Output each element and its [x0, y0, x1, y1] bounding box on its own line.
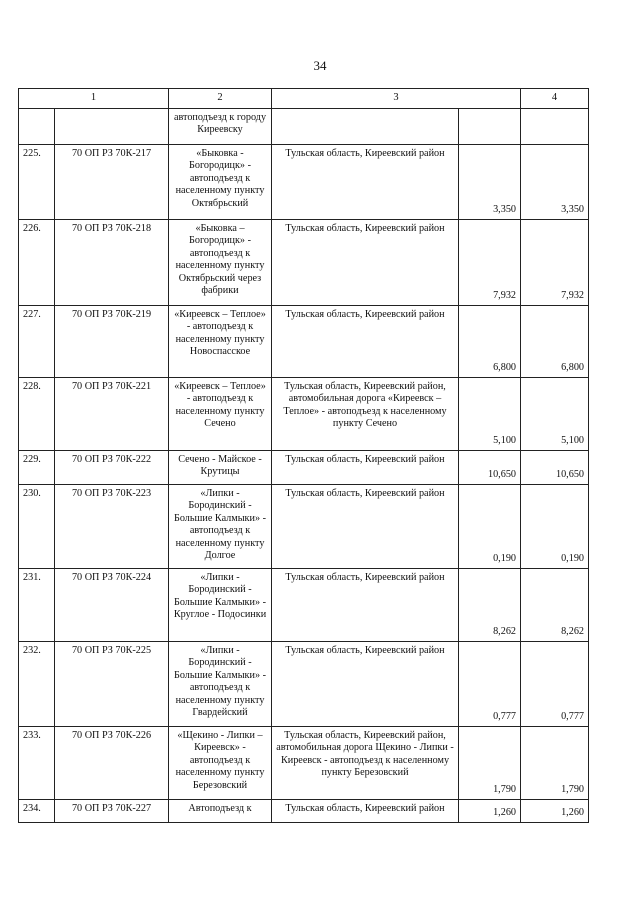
road-location: Тульская область, Киреевский район	[272, 220, 459, 306]
road-name: Автоподъезд к	[169, 800, 272, 823]
road-name: «Киреевск – Теплое» - автоподъезд к населенному пункту Новоспасское	[169, 306, 272, 378]
road-code: 70 ОП РЗ 70К-221	[55, 378, 169, 451]
table-row-continuation	[19, 109, 589, 145]
row-number: 229.	[19, 451, 55, 485]
table-row	[19, 306, 589, 378]
road-code: 70 ОП РЗ 70К-222	[55, 451, 169, 485]
road-code: 70 ОП РЗ 70К-219	[55, 306, 169, 378]
header-col-3: 3	[272, 89, 521, 109]
road-length-1: 1,260	[459, 800, 521, 823]
row-number: 227.	[19, 306, 55, 378]
row-number: 230.	[19, 485, 55, 569]
road-length-2: 10,650	[521, 451, 589, 485]
road-code: 70 ОП РЗ 70К-217	[55, 145, 169, 220]
table-row	[19, 485, 589, 569]
road-name: «Липки - Бородинский - Большие Калмыки» - автоподъезд к населенному пункту Гвардейский	[169, 642, 272, 727]
row-number: 234.	[19, 800, 55, 823]
road-length-2: 5,100	[521, 378, 589, 451]
road-location: Тульская область, Киреевский район, автомобильная дорога «Киреевск – Теплое» - автоподъезд к населенному пункту Сечено	[272, 378, 459, 451]
header-col-2: 2	[169, 89, 272, 109]
road-code: 70 ОП РЗ 70К-227	[55, 800, 169, 823]
roads-table	[18, 88, 589, 823]
road-length-1: 1,790	[459, 727, 521, 800]
road-length-1: 3,350	[459, 145, 521, 220]
road-length-1: 8,262	[459, 569, 521, 642]
road-name: Сечено - Майское - Крутицы	[169, 451, 272, 485]
road-location: Тульская область, Киреевский район, автомобильная дорога Щекино - Липки - Киреевск - автоподъезд к населенному пункту Березовский	[272, 727, 459, 800]
row-number: 228.	[19, 378, 55, 451]
header-row	[19, 89, 589, 109]
table-row	[19, 569, 589, 642]
road-length-2: 6,800	[521, 306, 589, 378]
row-number: 226.	[19, 220, 55, 306]
row-number: 233.	[19, 727, 55, 800]
road-name: «Липки - Бородинский - Большие Калмыки» - автоподъезд к населенному пункту Долгое	[169, 485, 272, 569]
page-number: 34	[313, 58, 327, 73]
road-location: Тульская область, Киреевский район	[272, 485, 459, 569]
road-length-2: 1,260	[521, 800, 589, 823]
road-length-2: 3,350	[521, 145, 589, 220]
road-length-1: 6,800	[459, 306, 521, 378]
road-name: «Быковка - Богородицк» - автоподъезд к населенному пункту Октябрьский	[169, 145, 272, 220]
table-row	[19, 451, 589, 485]
road-length-2: 0,190	[521, 485, 589, 569]
road-length-1: 0,777	[459, 642, 521, 727]
table-row	[19, 145, 589, 220]
table-row	[19, 220, 589, 306]
road-length-1: 7,932	[459, 220, 521, 306]
road-length-1: 0,190	[459, 485, 521, 569]
row-number: 231.	[19, 569, 55, 642]
road-code: 70 ОП РЗ 70К-218	[55, 220, 169, 306]
road-name: автоподъезд к городу Киреевску	[169, 109, 272, 145]
row-number: 232.	[19, 642, 55, 727]
road-location: Тульская область, Киреевский район	[272, 642, 459, 727]
road-name: «Щекино - Липки – Киреевск» - автоподъезд к населенному пункту Березовский	[169, 727, 272, 800]
road-code: 70 ОП РЗ 70К-226	[55, 727, 169, 800]
table-row	[19, 642, 589, 727]
road-location: Тульская область, Киреевский район	[272, 569, 459, 642]
header-col-1: 1	[19, 89, 169, 109]
road-location: Тульская область, Киреевский район	[272, 800, 459, 823]
road-length-2: 8,262	[521, 569, 589, 642]
road-length-2: 7,932	[521, 220, 589, 306]
road-name: «Киреевск – Теплое» - автоподъезд к населенному пункту Сечено	[169, 378, 272, 451]
road-code: 70 ОП РЗ 70К-223	[55, 485, 169, 569]
row-number: 225.	[19, 145, 55, 220]
road-location: Тульская область, Киреевский район	[272, 306, 459, 378]
table-row	[19, 727, 589, 800]
table-row	[19, 800, 589, 823]
road-name: «Быковка – Богородицк» - автоподъезд к населенному пункту Октябрьский через фабрики	[169, 220, 272, 306]
road-location: Тульская область, Киреевский район	[272, 145, 459, 220]
road-length-1: 5,100	[459, 378, 521, 451]
road-length-2: 1,790	[521, 727, 589, 800]
table-row	[19, 378, 589, 451]
road-location: Тульская область, Киреевский район	[272, 451, 459, 485]
header-col-4: 4	[521, 89, 589, 109]
road-code: 70 ОП РЗ 70К-224	[55, 569, 169, 642]
road-code: 70 ОП РЗ 70К-225	[55, 642, 169, 727]
road-length-2: 0,777	[521, 642, 589, 727]
road-name: «Липки - Бородинский - Большие Калмыки» - Круглое - Подосинки	[169, 569, 272, 642]
road-length-1: 10,650	[459, 451, 521, 485]
